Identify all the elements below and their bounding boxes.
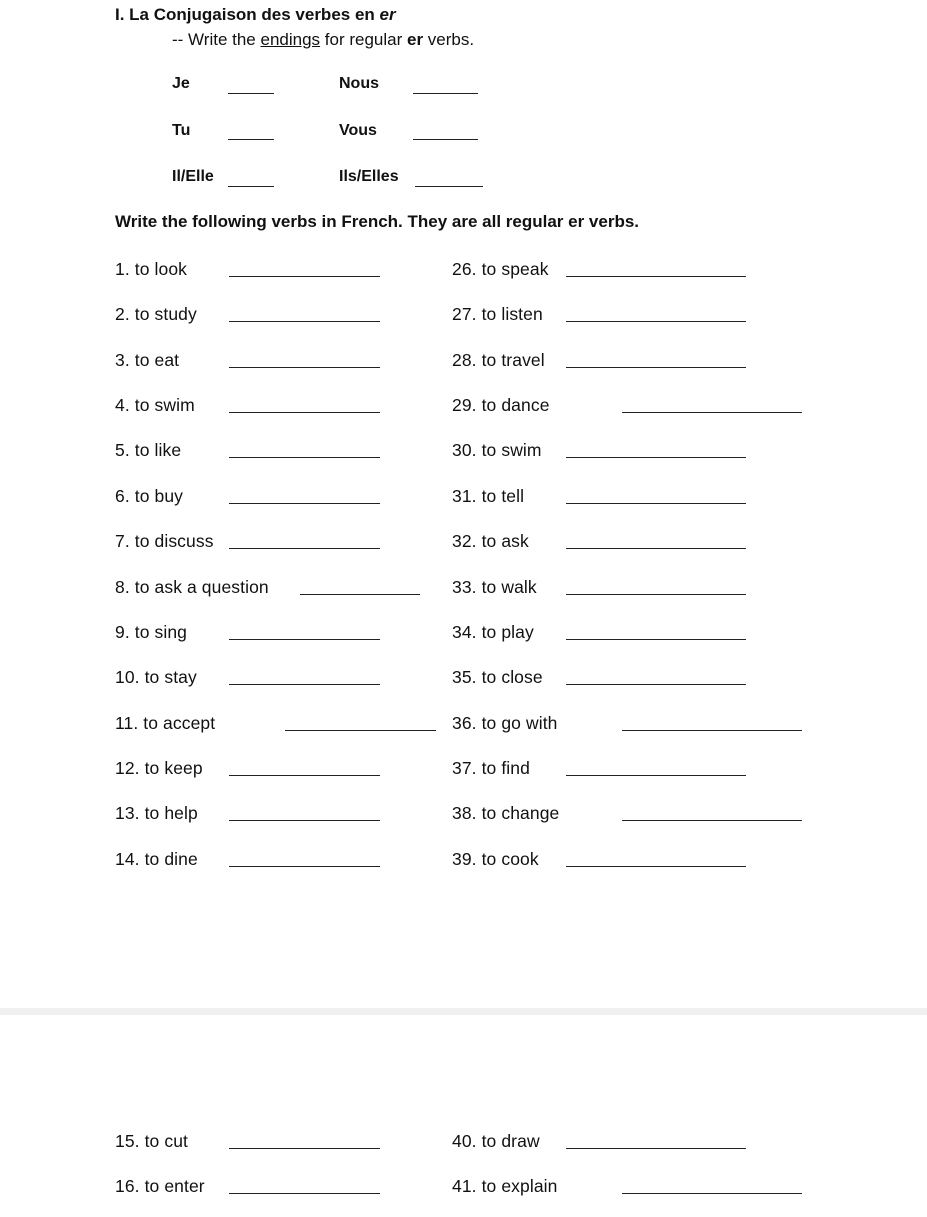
answer-line-14[interactable] bbox=[229, 866, 380, 867]
verb-item-30: 30. to swim bbox=[452, 440, 542, 460]
verb-item-11: 11. to accept bbox=[115, 713, 216, 733]
answer-line-36[interactable] bbox=[622, 730, 802, 731]
section-heading bbox=[115, 5, 396, 25]
answer-line-26[interactable] bbox=[566, 276, 746, 277]
instruction-text: Write the following verbs in French. They are all regular er verbs. bbox=[115, 212, 640, 231]
verb-item-14: 14. to dine bbox=[115, 849, 198, 869]
answer-line-34[interactable] bbox=[566, 639, 746, 640]
verb-item-12: 12. to keep bbox=[115, 758, 203, 778]
verb-item-36: 36. to go with bbox=[452, 713, 558, 733]
subheading-part2: for regular bbox=[320, 30, 407, 49]
ending-blank-il-elle[interactable] bbox=[228, 186, 274, 187]
verb-item-5: 5. to like bbox=[115, 440, 182, 460]
verb-item-10: 10. to stay bbox=[115, 667, 197, 687]
section-heading-prefix: I. La Conjugaison des verbes en bbox=[115, 5, 380, 24]
answer-line-15[interactable] bbox=[229, 1148, 380, 1149]
answer-line-4[interactable] bbox=[229, 412, 380, 413]
worksheet-page-2 bbox=[0, 1015, 927, 1217]
answer-line-35[interactable] bbox=[566, 684, 746, 685]
pronoun-ils-elles: Ils/Elles bbox=[339, 168, 399, 185]
answer-line-39[interactable] bbox=[566, 866, 746, 867]
verb-item-33: 33. to walk bbox=[452, 577, 537, 597]
verb-item-13: 13. to help bbox=[115, 803, 198, 823]
answer-line-7[interactable] bbox=[229, 548, 380, 549]
verb-item-4: 4. to swim bbox=[115, 395, 195, 415]
verb-item-34: 34. to play bbox=[452, 622, 534, 642]
verb-item-39: 39. to cook bbox=[452, 849, 539, 869]
answer-line-3[interactable] bbox=[229, 367, 380, 368]
verb-item-7: 7. to discuss bbox=[115, 531, 214, 551]
ending-blank-vous[interactable] bbox=[413, 139, 478, 140]
answer-line-28[interactable] bbox=[566, 367, 746, 368]
subheading bbox=[172, 30, 474, 50]
answer-line-13[interactable] bbox=[229, 820, 380, 821]
verb-item-2: 2. to study bbox=[115, 304, 197, 324]
verb-item-38: 38. to change bbox=[452, 803, 560, 823]
pronoun-tu: Tu bbox=[172, 122, 191, 139]
verb-item-41: 41. to explain bbox=[452, 1176, 558, 1196]
pronoun-je: Je bbox=[172, 75, 190, 92]
subheading-underlined: endings bbox=[260, 30, 321, 49]
verb-item-28: 28. to travel bbox=[452, 350, 545, 370]
subheading-part1: -- Write the bbox=[172, 30, 261, 49]
pronoun-vous: Vous bbox=[339, 122, 377, 139]
answer-line-8[interactable] bbox=[300, 594, 420, 595]
answer-line-31[interactable] bbox=[566, 503, 746, 504]
page-break-divider bbox=[0, 1008, 927, 1015]
answer-line-5[interactable] bbox=[229, 457, 380, 458]
answer-line-33[interactable] bbox=[566, 594, 746, 595]
verb-item-31: 31. to tell bbox=[452, 486, 525, 506]
verb-item-1: 1. to look bbox=[115, 259, 188, 279]
verb-item-15: 15. to cut bbox=[115, 1131, 188, 1151]
verb-item-40: 40. to draw bbox=[452, 1131, 540, 1151]
answer-line-40[interactable] bbox=[566, 1148, 746, 1149]
pronoun-nous: Nous bbox=[339, 75, 379, 92]
ending-blank-tu[interactable] bbox=[228, 139, 274, 140]
subheading-part3: verbs. bbox=[423, 30, 475, 49]
verb-item-32: 32. to ask bbox=[452, 531, 529, 551]
verb-item-3: 3. to eat bbox=[115, 350, 180, 370]
verb-item-35: 35. to close bbox=[452, 667, 543, 687]
verb-item-6: 6. to buy bbox=[115, 486, 184, 506]
answer-line-32[interactable] bbox=[566, 548, 746, 549]
answer-line-2[interactable] bbox=[229, 321, 380, 322]
answer-line-37[interactable] bbox=[566, 775, 746, 776]
answer-line-30[interactable] bbox=[566, 457, 746, 458]
answer-line-9[interactable] bbox=[229, 639, 380, 640]
answer-line-6[interactable] bbox=[229, 503, 380, 504]
subheading-bold: er bbox=[406, 30, 424, 49]
verb-item-9: 9. to sing bbox=[115, 622, 188, 642]
verb-item-29: 29. to dance bbox=[452, 395, 550, 415]
answer-line-1[interactable] bbox=[229, 276, 380, 277]
pronoun-il-elle: Il/Elle bbox=[172, 168, 214, 185]
verb-item-16: 16. to enter bbox=[115, 1176, 205, 1196]
verb-item-27: 27. to listen bbox=[452, 304, 543, 324]
ending-blank-ils-elles[interactable] bbox=[415, 186, 483, 187]
answer-line-38[interactable] bbox=[622, 820, 802, 821]
verb-item-8: 8. to ask a question bbox=[115, 577, 269, 597]
verb-item-37: 37. to find bbox=[452, 758, 530, 778]
answer-line-16[interactable] bbox=[229, 1193, 380, 1194]
answer-line-29[interactable] bbox=[622, 412, 802, 413]
answer-line-27[interactable] bbox=[566, 321, 746, 322]
answer-line-11[interactable] bbox=[285, 730, 436, 731]
answer-line-12[interactable] bbox=[229, 775, 380, 776]
ending-blank-nous[interactable] bbox=[413, 93, 478, 94]
answer-line-41[interactable] bbox=[622, 1193, 802, 1194]
verb-item-26: 26. to speak bbox=[452, 259, 549, 279]
answer-line-10[interactable] bbox=[229, 684, 380, 685]
ending-blank-je[interactable] bbox=[228, 93, 274, 94]
section-heading-suffix: er bbox=[379, 5, 396, 24]
